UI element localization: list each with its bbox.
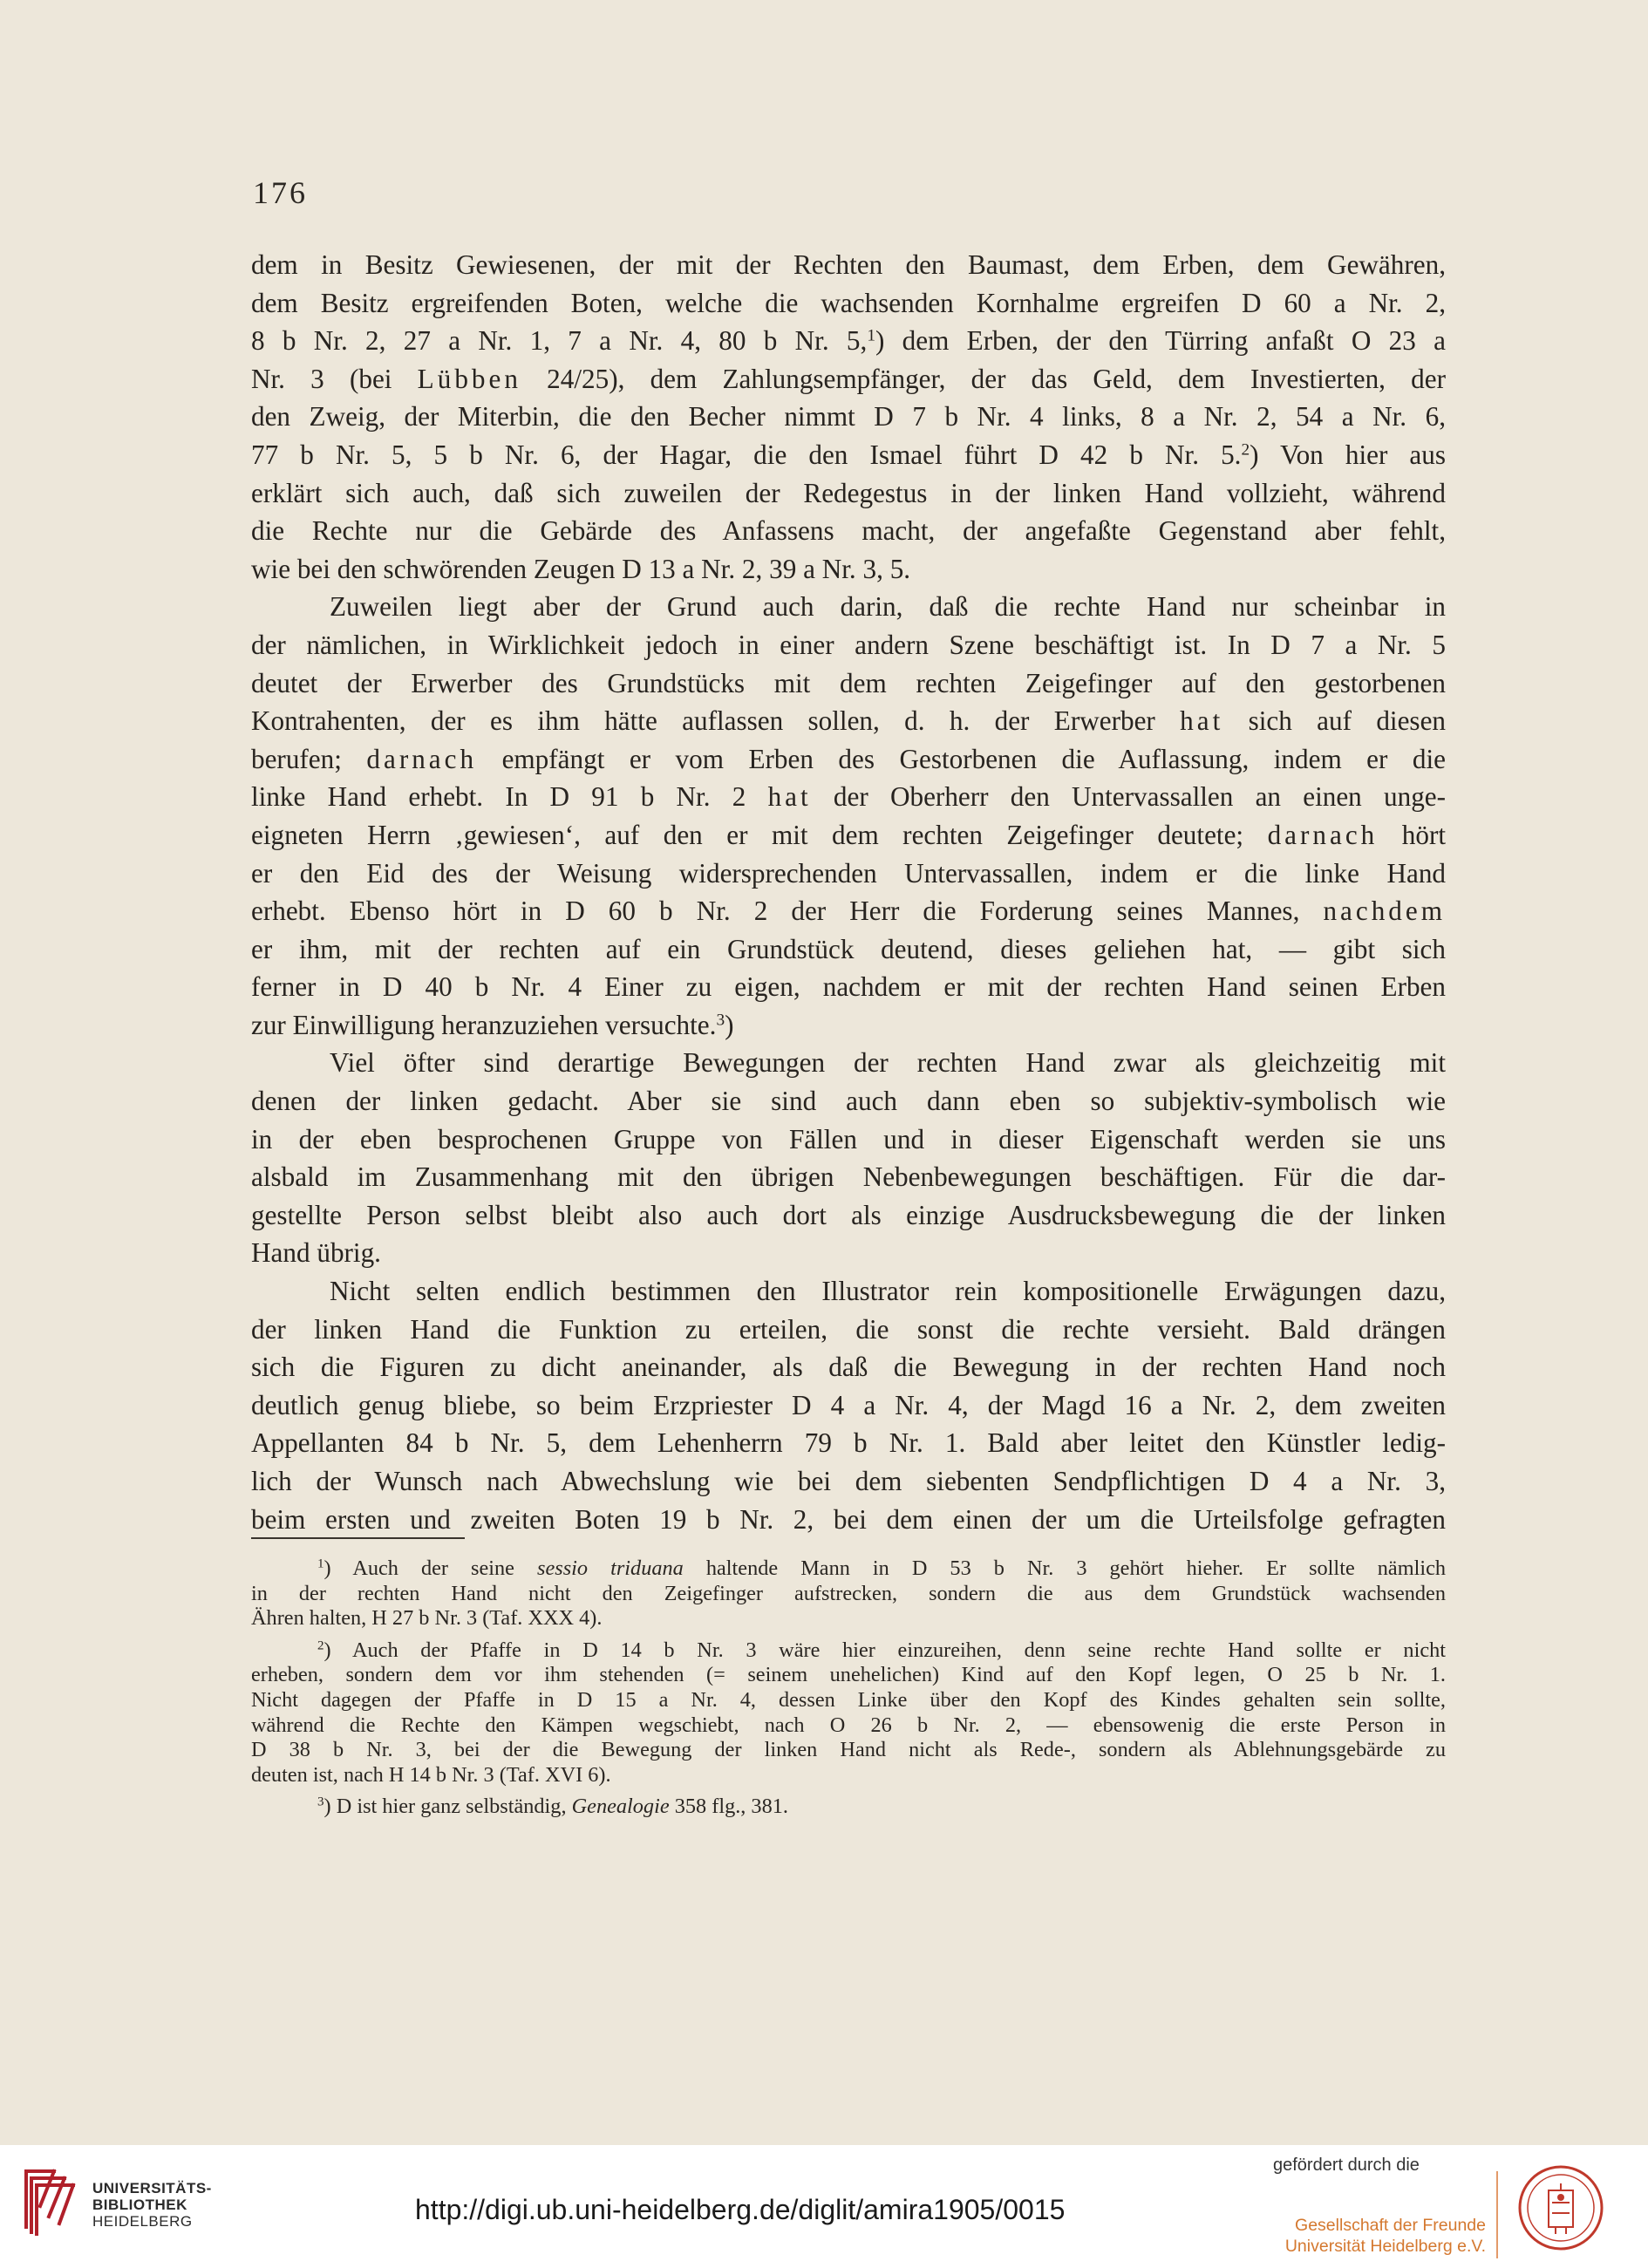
footnote-line: $^2$) Auch der Pfaffe in D 14 b Nr. 3 wäre hier einzureihen, denn seine rechte Hand sollte er nicht bbox=[317, 1638, 1446, 1662]
text-line: der nämlichen, in Wirklichkeit jedoch in einer andern Szene beschäftigt ist. In D 7 a Nr. 5 bbox=[251, 629, 1446, 660]
sponsor-label: gefördert durch die bbox=[1273, 2156, 1420, 2175]
text-line: Hand übrig. bbox=[251, 1237, 381, 1269]
text-line: linke Hand erhebt. In D 91 b Nr. 2 hat der Oberherr den Untervassallen an einen unge- bbox=[251, 781, 1447, 813]
permalink-url[interactable]: http://digi.ub.uni-heidelberg.de/diglit/amira1905/0015 bbox=[415, 2194, 1066, 2225]
text-line: der linken Hand die Funktion zu erteilen, die sonst die rechte versieht. Bald drängen bbox=[251, 1313, 1446, 1345]
footnotes bbox=[251, 1556, 1446, 1820]
footnote-3 bbox=[251, 1795, 1446, 1820]
text-line: 8 b Nr. 2, 27 a Nr. 1, 7 a Nr. 4, 80 b Nr. 5,$^1$) dem Erben, der den Türring anfaßt O 23 a bbox=[251, 325, 1446, 357]
text-line: erklärt sich auch, daß sich zuweilen der Redegestus in der linken Hand vollzieht, während bbox=[251, 477, 1446, 508]
text-line: denen der linken gedacht. Aber sie sind auch dann eben so subjektiv-symbolisch wie bbox=[251, 1086, 1446, 1117]
library-name[interactable]: UNIVERSITÄTS- BIBLIOTHEK HEIDELBERG bbox=[92, 2180, 212, 2230]
text-line: eigneten Herrn ‚gewiesen‘, auf den er mit dem rechten Zeigefinger deutete; darnach hört bbox=[251, 819, 1447, 850]
footer-bar bbox=[0, 2145, 1648, 2268]
footnote-ref[interactable]: 2 bbox=[1241, 440, 1250, 460]
footnote-1 bbox=[251, 1556, 1446, 1631]
text-line: die Rechte nur die Gebärde des Anfassens macht, der angefaßte Gegenstand aber fehlt, bbox=[251, 515, 1446, 547]
sponsor-name[interactable]: Gesellschaft der Freunde Universität Heidelberg e.V. bbox=[1284, 2216, 1486, 2256]
text-line: dem Besitz ergreifenden Boten, welche die wachsenden Kornhalme ergreifen D 60 a Nr. 2, bbox=[251, 287, 1446, 318]
text-line: lich der Wunsch nach Abwechslung wie bei dem siebenten Sendpflichtigen D 4 a Nr. 3, bbox=[251, 1466, 1446, 1496]
text-line: gestellte Person selbst bleibt also auch dort als einzige Ausdrucksbewegung die der linken bbox=[251, 1199, 1446, 1230]
footer-divider bbox=[1496, 2171, 1498, 2258]
footnote-2 bbox=[251, 1638, 1446, 1788]
footnote-line: $^3$) D ist hier ganz selbständig, Genealogie 358 flg., 381. bbox=[317, 1795, 788, 1819]
footnote-line: in der rechten Hand nicht den Zeigefinger aufstrecken, sondern die aus dem Grundstück wachsenden bbox=[251, 1581, 1446, 1605]
university-library-logo-icon[interactable] bbox=[19, 2162, 80, 2236]
university-seal-icon bbox=[1517, 2164, 1604, 2251]
footnote-ref[interactable]: 1 bbox=[867, 326, 875, 345]
text-line: berufen; darnach empfängt er vom Erben des Gestorbenen die Auflassung, indem er die bbox=[251, 743, 1446, 774]
footnote-ref[interactable]: 3 bbox=[716, 1011, 725, 1030]
text-line: zur Einwilligung heranzuziehen versuchte.$^3$) bbox=[251, 1009, 734, 1040]
text-line: Viel öfter sind derartige Bewegungen der rechten Hand zwar als gleichzeitig mit bbox=[330, 1047, 1446, 1079]
spaced-emphasis: hat bbox=[1180, 705, 1224, 737]
spaced-emphasis: darnach bbox=[366, 743, 478, 774]
text-line: 77 b Nr. 5, 5 b Nr. 6, der Hagar, die den Ismael führt D 42 b Nr. 5.$^2$) Von hier aus bbox=[251, 439, 1446, 470]
text-line: dem in Besitz Gewiesenen, der mit der Rechten den Baumast, dem Erben, dem Gewähren, bbox=[251, 249, 1446, 280]
text-line: deutlich genug bliebe, so beim Erzpriester D 4 a Nr. 4, der Magd 16 a Nr. 2, dem zweiten bbox=[251, 1389, 1446, 1420]
text-line: beim ersten und zweiten Boten 19 b Nr. 2, bei dem einen der um die Urteilsfolge gefragten bbox=[251, 1503, 1446, 1535]
text-line: erhebt. Ebenso hört in D 60 b Nr. 2 der Herr die Forderung seines Mannes, nachdem bbox=[251, 896, 1447, 927]
footnote-line: deuten ist, nach H 14 b Nr. 3 (Taf. XVI 6). bbox=[251, 1762, 611, 1787]
text-line: Appellanten 84 b Nr. 5, dem Lehenherrn 79 b Nr. 1. Bald aber leitet den Künstler ledig- bbox=[251, 1427, 1446, 1459]
footnote-line: Nicht dagegen der Pfaffe in D 15 a Nr. 4, dessen Linke über den Kopf des Kindes gehalten sein sollte, bbox=[251, 1687, 1446, 1712]
body-text bbox=[251, 246, 1446, 1538]
footnote-line: D 38 b Nr. 3, bei der die Bewegung der linken Hand nicht als Rede-, sondern als Ablehnungsgebärde zu bbox=[251, 1738, 1446, 1762]
text-line: deutet der Erwerber des Grundstücks mit dem rechten Zeigefinger auf den gestorbenen bbox=[251, 667, 1446, 698]
text-line: in der eben besprochenen Gruppe von Fällen und in dieser Eigenschaft werden sie uns bbox=[251, 1123, 1446, 1154]
spaced-emphasis: hat bbox=[767, 781, 812, 813]
text-line: sich die Figuren zu dicht aneinander, als daß die Bewegung in der rechten Hand noch bbox=[251, 1352, 1446, 1383]
page-number: 176 bbox=[253, 175, 308, 210]
text-line: ferner in D 40 b Nr. 4 Einer zu eigen, nachdem er mit der rechten Hand seinen Erben bbox=[251, 971, 1446, 1003]
footnote-line: während die Rechte den Kämpen wegschiebt, nach O 26 b Nr. 2, — ebensowenig die erste Person in bbox=[251, 1713, 1446, 1737]
spaced-emphasis: darnach bbox=[1267, 819, 1379, 850]
text-line: Nicht selten endlich bestimmen den Illustrator rein kompositionelle Erwägungen dazu, bbox=[330, 1276, 1446, 1307]
text-line: Nr. 3 (bei Lübben 24/25), dem Zahlungsempfänger, der das Geld, dem Investierten, der bbox=[251, 363, 1446, 394]
text-line: er ihm, mit der rechten auf ein Grundstück deutend, dieses geliehen hat, — gibt sich bbox=[251, 933, 1446, 964]
footnote-line: Ähren halten, H 27 b Nr. 3 (Taf. XXX 4). bbox=[251, 1606, 603, 1631]
footnote-line: $^1$) Auch der seine sessio triduana haltende Mann in D 53 b Nr. 3 gehört hieher. Er sollte nämlich bbox=[317, 1556, 1447, 1580]
text-line: Kontrahenten, der es ihm hätte auflassen sollen, d. h. der Erwerber hat sich auf diesen bbox=[251, 705, 1447, 737]
footnote-divider bbox=[251, 1537, 465, 1539]
footnote-line: erheben, sondern dem vor ihm stehenden (= seinem unehelichen) Kind auf den Kopf legen, O 25 b Nr. 1. bbox=[251, 1663, 1446, 1687]
spaced-emphasis: nachdem bbox=[1323, 896, 1447, 927]
text-line: alsbald im Zusammenhang mit den übrigen Nebenbewegungen beschäftigen. Für die dar- bbox=[251, 1161, 1446, 1193]
text-line: den Zweig, der Miterbin, die den Becher nimmt D 7 b Nr. 4 links, 8 a Nr. 2, 54 a Nr. 6, bbox=[251, 401, 1446, 432]
spaced-emphasis: Lübben bbox=[417, 363, 521, 394]
text-line: er den Eid des der Weisung widersprechenden Untervassallen, indem er die linke Hand bbox=[251, 857, 1446, 889]
text-line: Zuweilen liegt aber der Grund auch darin, daß die rechte Hand nur scheinbar in bbox=[330, 591, 1446, 623]
text-line: wie bei den schwörenden Zeugen D 13 a Nr. 2, 39 a Nr. 3, 5. bbox=[251, 553, 911, 584]
